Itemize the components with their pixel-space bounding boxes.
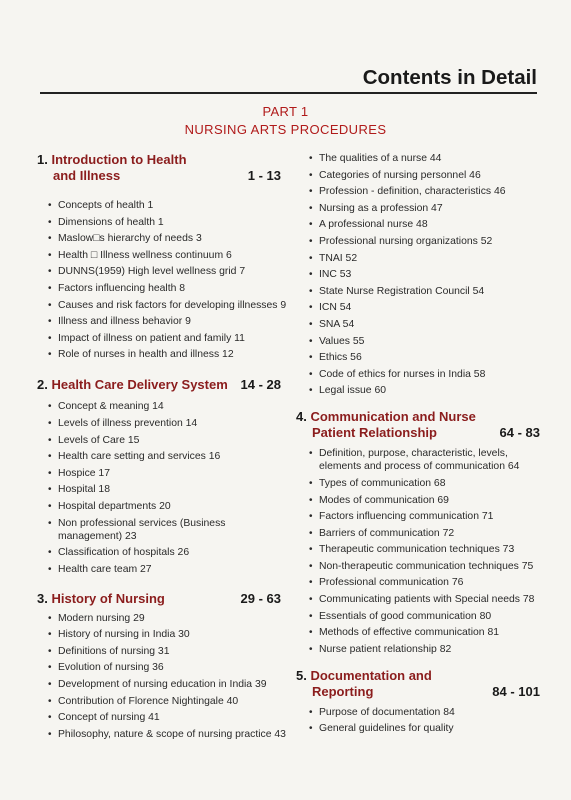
list-item[interactable]: • Concept & meaning 14 <box>37 400 287 413</box>
list-item[interactable]: • DUNNS(1959) High level wellness grid 7 <box>37 265 287 278</box>
chapter-title: Communication and Nurse <box>310 409 476 425</box>
list-item[interactable]: • Impact of illness on patient and family 11 <box>37 332 287 345</box>
list-item[interactable]: • Methods of effective communication 81 <box>296 626 546 639</box>
right-column <box>296 152 546 739</box>
list-item[interactable]: • Health care team 27 <box>37 563 287 576</box>
topic-list <box>37 612 287 741</box>
chapter-pages: 84 - 101 <box>492 683 540 699</box>
list-item[interactable]: • SNA 54 <box>296 318 546 331</box>
chapter-2 <box>37 377 287 575</box>
list-item[interactable]: • Professional communication 76 <box>296 576 546 589</box>
list-item[interactable]: • Profession - definition, characteristics 46 <box>296 185 546 198</box>
chapter-pages: 64 - 83 <box>499 425 540 441</box>
list-item[interactable]: • State Nurse Registration Council 54 <box>296 285 546 298</box>
chapter-pages: 14 - 28 <box>240 377 281 393</box>
list-item[interactable]: • Hospital 18 <box>37 483 287 496</box>
list-item[interactable]: • Nursing as a profession 47 <box>296 202 546 215</box>
chapter-number: 3. <box>37 590 48 606</box>
part-title: PART 1 <box>262 104 309 119</box>
list-item[interactable]: • Maslow□s hierarchy of needs 3 <box>37 232 287 245</box>
list-item[interactable]: • History of nursing in India 30 <box>37 628 287 641</box>
list-item[interactable]: • Philosophy, nature & scope of nursing practice 43 <box>37 728 287 741</box>
chapter-title-line2: Reporting <box>312 683 374 699</box>
topic-list <box>37 199 287 361</box>
list-item[interactable]: • Dimensions of health 1 <box>37 216 287 229</box>
list-item[interactable]: • Hospital departments 20 <box>37 500 287 513</box>
list-item[interactable]: • Health □ Illness wellness continuum 6 <box>37 249 287 262</box>
list-item[interactable]: • Factors influencing health 8 <box>37 282 287 295</box>
list-item[interactable]: • Ethics 56 <box>296 351 546 364</box>
list-item[interactable]: • Health care setting and services 16 <box>37 450 287 463</box>
page-title: Contents in Detail <box>362 66 537 89</box>
chapter-1 <box>37 152 287 361</box>
part-subtitle: NURSING ARTS PROCEDURES <box>184 122 387 137</box>
list-item[interactable]: • Non professional services (Business management) 23 <box>37 517 287 543</box>
chapter-heading[interactable] <box>37 377 287 393</box>
list-item[interactable]: • Essentials of good communication 80 <box>296 610 546 623</box>
chapter-number: 2. <box>37 377 48 393</box>
chapter-title: Introduction to Health <box>51 152 187 167</box>
chapter-5 <box>296 668 546 736</box>
chapter-title-line2: and Illness <box>53 168 121 183</box>
list-item[interactable]: • Levels of Care 15 <box>37 434 287 447</box>
list-item[interactable]: • Classification of hospitals 26 <box>37 546 287 559</box>
list-item[interactable]: • Definition, purpose, characteristic, levels, elements and process of communication 64 <box>296 447 546 473</box>
topic-list <box>37 400 287 575</box>
list-item[interactable]: • Role of nurses in health and illness 12 <box>37 348 287 361</box>
list-item[interactable]: • Nurse patient relationship 82 <box>296 643 546 656</box>
list-item[interactable]: • Development of nursing education in India 39 <box>37 678 287 691</box>
list-item[interactable]: • Therapeutic communication techniques 73 <box>296 543 546 556</box>
list-item[interactable]: • Concepts of health 1 <box>37 199 287 212</box>
chapter-heading[interactable] <box>37 152 287 184</box>
chapter-3-continued <box>296 152 546 397</box>
list-item[interactable]: • ICN 54 <box>296 301 546 314</box>
list-item[interactable]: • Definitions of nursing 31 <box>37 645 287 658</box>
list-item[interactable]: • Illness and illness behavior 9 <box>37 315 287 328</box>
list-item[interactable]: • Communicating patients with Special needs 78 <box>296 593 546 606</box>
list-item[interactable]: • Modes of communication 69 <box>296 494 546 507</box>
chapter-3 <box>37 591 287 741</box>
chapter-title: Documentation and <box>310 667 432 683</box>
list-item[interactable]: • Purpose of documentation 84 <box>296 706 546 719</box>
list-item[interactable]: • Professional nursing organizations 52 <box>296 235 546 248</box>
list-item[interactable]: • Concept of nursing 41 <box>37 711 287 724</box>
list-item[interactable]: • Barriers of communication 72 <box>296 527 546 540</box>
chapter-heading[interactable] <box>37 591 287 607</box>
title-rule <box>40 92 537 94</box>
chapter-heading[interactable] <box>296 668 546 700</box>
chapter-title-line2: Patient Relationship <box>312 425 437 441</box>
chapter-number: 4. <box>296 409 307 425</box>
list-item[interactable]: • Levels of illness prevention 14 <box>37 417 287 430</box>
topic-list <box>296 152 546 397</box>
left-column <box>37 152 287 744</box>
chapter-pages: 29 - 63 <box>240 590 281 606</box>
list-item[interactable]: • A professional nurse 48 <box>296 218 546 231</box>
list-item[interactable]: • TNAI 52 <box>296 252 546 265</box>
list-item[interactable]: • General guidelines for quality <box>296 722 546 735</box>
chapter-number: 5. <box>296 667 307 683</box>
list-item[interactable]: • Modern nursing 29 <box>37 612 287 625</box>
chapter-heading[interactable] <box>296 409 546 441</box>
topic-list <box>296 447 546 656</box>
list-item[interactable]: • INC 53 <box>296 268 546 281</box>
list-item[interactable]: • Factors influencing communication 71 <box>296 510 546 523</box>
list-item[interactable]: • The qualities of a nurse 44 <box>296 152 546 165</box>
list-item[interactable]: • Values 55 <box>296 335 546 348</box>
list-item[interactable]: • Contribution of Florence Nightingale 40 <box>37 695 287 708</box>
topic-list <box>296 706 546 736</box>
chapter-title: Health Care Delivery System <box>51 377 228 393</box>
chapter-title: History of Nursing <box>51 590 165 606</box>
list-item[interactable]: • Causes and risk factors for developing illnesses 9 <box>37 299 287 312</box>
list-item[interactable]: • Hospice 17 <box>37 467 287 480</box>
list-item[interactable]: • Evolution of nursing 36 <box>37 661 287 674</box>
chapter-number: 1. <box>37 152 48 167</box>
list-item[interactable]: • Code of ethics for nurses in India 58 <box>296 368 546 381</box>
list-item[interactable]: • Non-therapeutic communication techniques 75 <box>296 560 546 573</box>
chapter-pages: 1 - 13 <box>247 168 281 183</box>
list-item[interactable]: • Types of communication 68 <box>296 477 546 490</box>
list-item[interactable]: • Legal issue 60 <box>296 384 546 397</box>
chapter-4 <box>296 409 546 656</box>
list-item[interactable]: • Categories of nursing personnel 46 <box>296 169 546 182</box>
